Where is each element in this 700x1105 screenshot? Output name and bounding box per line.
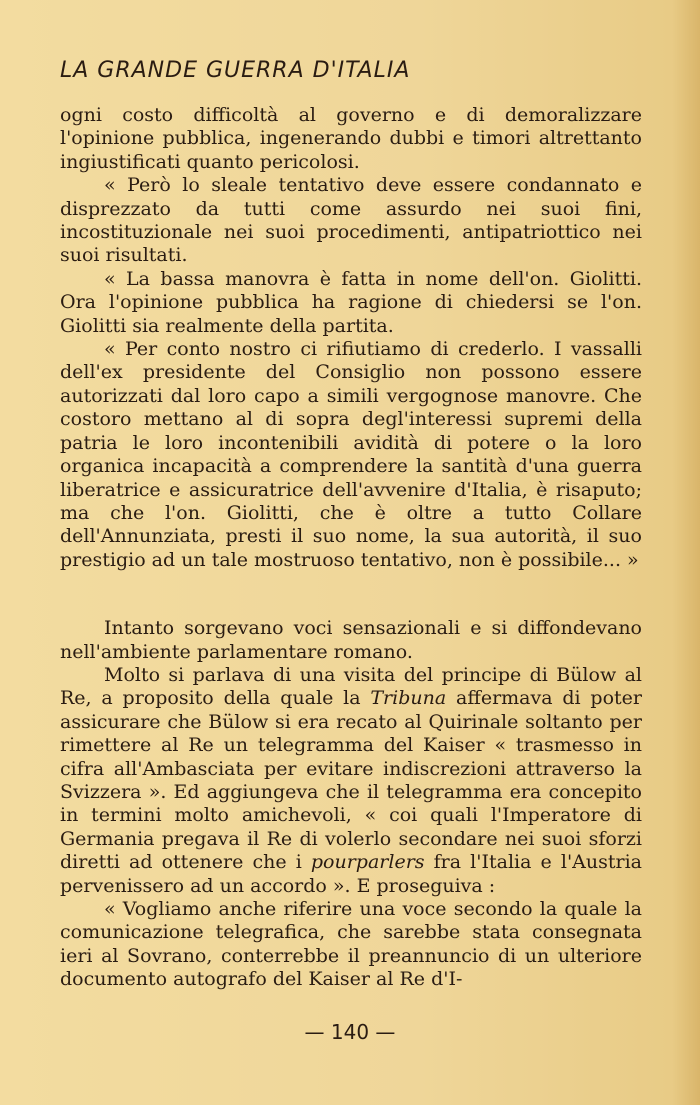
paragraph: « Per conto nostro ci rifiutiamo di crederlo. I vassalli dell'ex presidente del Consiglio non possono essere autorizzati dal loro capo a simili vergognose manovre. Che costoro mettano al di sopra degl'interessi supremi della patria le loro incontenibili avidità di potere o la loro organica incapacità a comprendere la santità d'una guerra liberatrice e assicuratrice dell'avvenire d'Italia, è risaputo; ma che l'on. Giolitti, che è oltre a tutto Collare dell'Annunziata, presti il suo nome, la sua autorità, il suo prestigio ad un tale mostruoso tentativo, non è possibile... » xyxy=(60,338,642,571)
running-head: LA GRANDE GUERRA D'ITALIA xyxy=(60,58,411,83)
text-run: affermava di poter assicurare che Bülow si era recato al Quirinale soltanto per rimettere al Re un telegramma del Kaiser « trasmesso in cifra all'Ambasciata per evitare indiscrezioni attraverso la Svizzera ». Ed aggiungeva che il telegramma era concepito in termini molto amichevoli, « coi quali l'Imperatore di Germania pregava il Re di volerlo secondare nei suoi sforzi diretti ad ottenere che i xyxy=(60,687,642,874)
paragraph xyxy=(60,664,642,898)
paragraph: Intanto sorgevano voci sensazionali e si diffondevano nell'ambiente parlamentare romano. xyxy=(60,617,642,663)
page-number: — 140 — xyxy=(304,1020,396,1044)
paragraph: ogni costo difficoltà al governo e di demoralizzare l'opinione pubblica, ingenerando dubbi e timori altrettanto ingiustificati quanto pericolosi. xyxy=(60,104,642,173)
paragraph: « Però lo sleale tentativo deve essere condannato e disprezzato da tutti come assurdo nei suoi fini, incostituzionale nei suoi procedimenti, antipatriottico nei suoi risultati. xyxy=(60,174,642,267)
body-text xyxy=(60,104,642,992)
newspaper-title: Tribuna xyxy=(370,687,447,710)
text-run: fra l'Italia e l'Austria pervenissero ad un accordo ». E proseguiva : xyxy=(60,851,642,897)
text-run: Molto si parlava di una visita del principe di Bülow al Re, a proposito della quale la xyxy=(60,663,642,710)
foreign-term: pourparlers xyxy=(310,851,425,874)
paragraph: « La bassa manovra è fatta in nome dell'on. Giolitti. Ora l'opinione pubblica ha ragione di chiedersi se l'on. Giolitti sia realmente della partita. xyxy=(60,267,642,337)
paragraph: « Vogliamo anche riferire una voce secondo la quale la comunicazione telegrafica, che sarebbe stata consegnata ieri al Sovrano, conterrebbe il preannuncio di un ulteriore documento autografo del Kaiser al Re d'I- xyxy=(60,898,642,991)
